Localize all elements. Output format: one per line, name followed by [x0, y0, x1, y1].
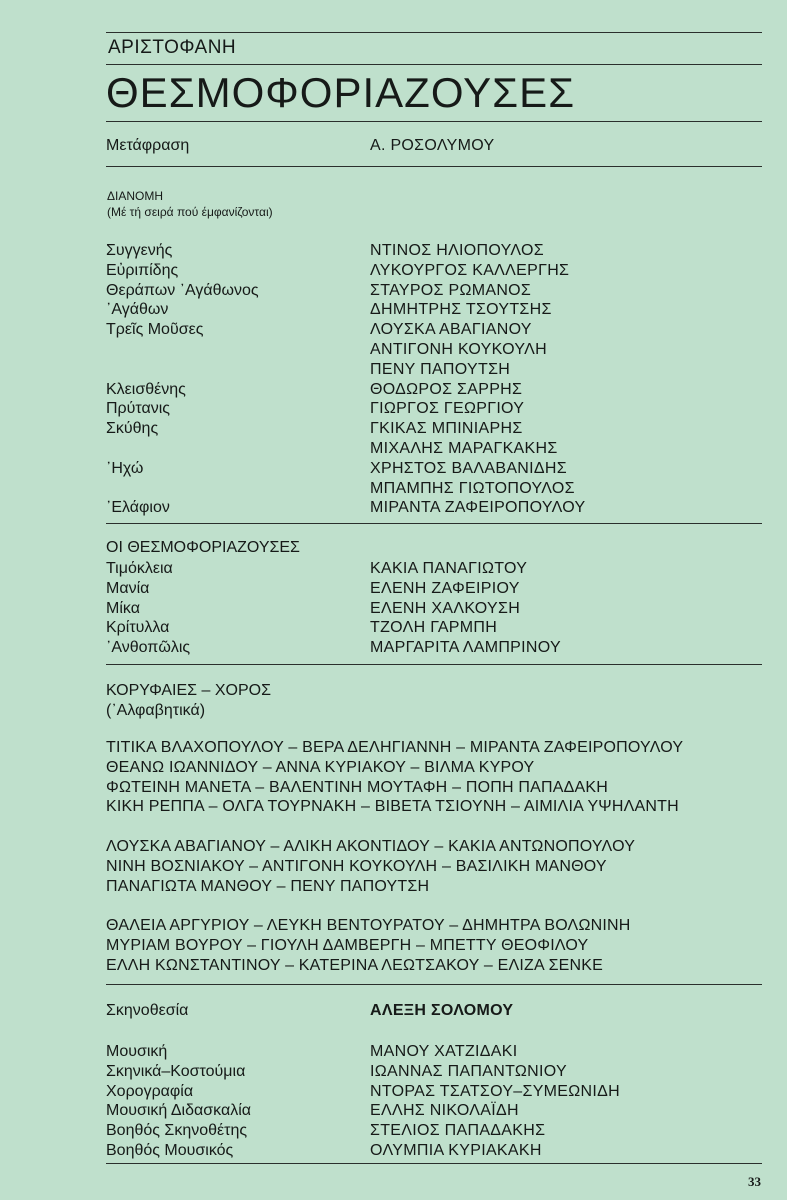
- chorus-line: ΕΛΛΗ ΚΩΝΣΤΑΝΤΙΝΟΥ – ΚΑΤΕΡΙΝΑ ΛΕΩΤΣΑΚΟΥ – ΕΛΙΖΑ ΣΕΝΚΕ: [106, 957, 604, 974]
- actor-name: ΜΑΡΓΑΡΙΤΑ ΛΑΜΠΡΙΝΟΥ: [370, 639, 561, 657]
- play-title: ΘΕΣΜΟΦΟΡΙΑΖΟΥΣΕΣ: [106, 69, 576, 116]
- chorus-line: ΘΕΑΝΩ ΙΩΑΝΝΙΔΟΥ – ΑΝΝΑ ΚΥΡΙΑΚΟΥ – ΒΙΛΜΑ ΚΥΡΟΥ: [106, 759, 535, 776]
- credit-role: Βοηθός Σκηνοθέτης: [106, 1122, 248, 1140]
- actor-name: ΠΕΝΥ ΠΑΠΟΥΤΣΗ: [370, 360, 511, 378]
- credit-name: ΕΛΛΗΣ ΝΙΚΟΛΑΪΔΗ: [370, 1102, 519, 1120]
- divider: [106, 166, 762, 167]
- cast-heading-note: (Μέ τή σειρά πού έμφανίζονται): [107, 205, 273, 219]
- role-name: Τρεῖς Μοῦσες: [106, 321, 204, 339]
- actor-name: ΓΚΙΚΑΣ ΜΠΙΝΙΑΡΗΣ: [370, 420, 523, 438]
- actor-name: ΝΤΙΝΟΣ ΗΛΙΟΠΟΥΛΟΣ: [370, 242, 544, 259]
- role-name: Μανία: [106, 579, 150, 597]
- role-name: ᾿Ελάφιον: [106, 499, 170, 517]
- divider: [106, 523, 762, 524]
- actor-name: ΜΠΑΜΠΗΣ ΓΙΩΤΟΠΟΥΛΟΣ: [370, 479, 575, 497]
- chorus-note: (᾿Αλφαβητικά): [106, 702, 206, 719]
- actor-name: ΜΙΧΑΛΗΣ ΜΑΡΑΓΚΑΚΗΣ: [370, 439, 558, 457]
- actor-name: ΔΗΜΗΤΡΗΣ ΤΣΟΥΤΣΗΣ: [370, 301, 552, 319]
- actor-name: ΧΡΗΣΤΟΣ ΒΑΛΑΒΑΝΙΔΗΣ: [370, 459, 567, 477]
- chorus-line: ΦΩΤΕΙΝΗ ΜΑΝΕΤΑ – ΒΑΛΕΝΤΙΝΗ ΜΟΥΤΑΦΗ – ΠΟΠΗ ΠΑΠΑΔΑΚΗ: [106, 779, 609, 796]
- role-name: Τιμόκλεια: [106, 560, 173, 577]
- role-name: Εὐριπίδης: [106, 261, 179, 279]
- thesmo-heading: ΟΙ ΘΕΣΜΟΦΟΡΙΑΖΟΥΣΕΣ: [106, 539, 300, 556]
- cast-heading: ΔΙΑΝΟΜΗ: [107, 189, 164, 203]
- director-name: ΑΛΕΞΗ ΣΟΛΟΜΟΥ: [370, 1002, 514, 1019]
- chorus-line: ΠΑΝΑΓΙΩΤΑ ΜΑΝΘΟΥ – ΠΕΝΥ ΠΑΠΟΥΤΣΗ: [106, 878, 430, 895]
- translation-value: Α. ΡΟΣΟΛΥΜΟΥ: [370, 137, 495, 154]
- divider: [106, 32, 762, 33]
- divider: [106, 984, 762, 985]
- role-name: Θεράπων ᾿Αγάθωνος: [106, 281, 259, 299]
- divider: [106, 664, 762, 665]
- direction-label: Σκηνοθεσία: [106, 1002, 189, 1019]
- credit-role: Μουσική Διδασκαλία: [106, 1102, 251, 1120]
- chorus-line: ΚΙΚΗ ΡΕΠΠΑ – ΟΛΓΑ ΤΟΥΡΝΑΚΗ – ΒΙΒΕΤΑ ΤΣΙΟΥΝΗ – ΑΙΜΙΛΙΑ ΥΨΗΛΑΝΤΗ: [106, 798, 679, 815]
- role-name: ᾿Ηχώ: [106, 459, 144, 477]
- chorus-line: ΤΙΤΙΚΑ ΒΛΑΧΟΠΟΥΛΟΥ – ΒΕΡΑ ΔΕΛΗΓΙΑΝΝΗ – ΜΙΡΑΝΤΑ ΖΑΦΕΙΡΟΠΟΥΛΟΥ: [106, 739, 684, 756]
- role-name: ᾿Αγάθων: [106, 301, 169, 319]
- credit-role: Χορογραφία: [106, 1082, 194, 1100]
- actor-name: ΛΟΥΣΚΑ ΑΒΑΓΙΑΝΟΥ: [370, 321, 532, 339]
- chorus-line: ΘΑΛΕΙΑ ΑΡΓΥΡΙΟΥ – ΛΕΥΚΗ ΒΕΝΤΟΥΡΑΤΟΥ – ΔΗΜΗΤΡΑ ΒΟΛΩΝΙΝΗ: [106, 917, 631, 934]
- role-name: Σκύθης: [106, 420, 159, 438]
- actor-name: ΓΙΩΡΓΟΣ ΓΕΩΡΓΙΟΥ: [370, 400, 525, 418]
- chorus-line: ΝΙΝΗ ΒΟΣΝΙΑΚΟΥ – ΑΝΤΙΓΟΝΗ ΚΟΥΚΟΥΛΗ – ΒΑΣΙΛΙΚΗ ΜΑΝΘΟΥ: [106, 858, 607, 875]
- actor-name: ΤΖΟΛΗ ΓΑΡΜΠΗ: [370, 619, 498, 637]
- credit-name: ΣΤΕΛΙΟΣ ΠΑΠΑΔΑΚΗΣ: [370, 1122, 546, 1140]
- actor-name: ΣΤΑΥΡΟΣ ΡΩΜΑΝΟΣ: [370, 281, 532, 299]
- credit-name: ΜΑΝΟΥ ΧΑΤΖΙΔΑΚΙ: [370, 1043, 518, 1060]
- role-name: Συγγενής: [106, 242, 173, 259]
- divider: [106, 121, 762, 122]
- role-name: Μίκα: [106, 599, 140, 617]
- actor-name: ΕΛΕΝΗ ΖΑΦΕΙΡΙΟΥ: [370, 579, 520, 597]
- credit-role: Βοηθός Μουσικός: [106, 1141, 234, 1159]
- chorus-line: ΛΟΥΣΚΑ ΑΒΑΓΙΑΝΟΥ – ΑΛΙΚΗ ΑΚΟΝΤΙΔΟΥ – ΚΑΚΙΑ ΑΝΤΩΝΟΠΟΥΛΟΥ: [106, 838, 636, 855]
- role-name: Κλεισθένης: [106, 380, 186, 398]
- role-name: ᾿Ανθοπῶλις: [106, 639, 191, 657]
- credit-name: ΝΤΟΡΑΣ ΤΣΑΤΣΟΥ–ΣΥΜΕΩΝΙΔΗ: [370, 1082, 620, 1100]
- chorus-line: ΜΥΡΙΑΜ ΒΟΥΡΟΥ – ΓΙΟΥΛΗ ΔΑΜΒΕΡΓΗ – ΜΠΕΤΤΥ ΘΕΟΦΙΛΟΥ: [106, 937, 589, 954]
- divider: [106, 64, 762, 65]
- actor-name: ΚΑΚΙΑ ΠΑΝΑΓΙΩΤΟΥ: [370, 560, 528, 577]
- divider: [106, 1163, 762, 1164]
- actor-name: ΛΥΚΟΥΡΓΟΣ ΚΑΛΛΕΡΓΗΣ: [370, 261, 570, 279]
- translation-label: Μετάφραση: [106, 137, 190, 154]
- chorus-heading: ΚΟΡΥΦΑΙΕΣ – ΧΟΡΟΣ: [106, 682, 271, 699]
- credit-role: Μουσική: [106, 1043, 168, 1060]
- credit-name: ΙΩΑΝΝΑΣ ΠΑΠΑΝΤΩΝΙΟΥ: [370, 1062, 567, 1080]
- page-number: 33: [748, 1174, 761, 1189]
- author-name: ΑΡΙΣΤΟΦΑΝΗ: [108, 37, 237, 58]
- credit-role: Σκηνικά–Κοστούμια: [106, 1062, 246, 1080]
- role-name: Κρίτυλλα: [106, 619, 170, 637]
- role-name: Πρύτανις: [106, 400, 171, 418]
- credit-name: ΟΛΥΜΠΙΑ ΚΥΡΙΑΚΑΚΗ: [370, 1141, 542, 1159]
- actor-name: ΜΙΡΑΝΤΑ ΖΑΦΕΙΡΟΠΟΥΛΟΥ: [370, 499, 586, 517]
- actor-name: ΑΝΤΙΓΟΝΗ ΚΟΥΚΟΥΛΗ: [370, 340, 547, 358]
- actor-name: ΘΟΔΩΡΟΣ ΣΑΡΡΗΣ: [370, 380, 523, 398]
- actor-name: ΕΛΕΝΗ ΧΑΛΚΟΥΣΗ: [370, 599, 521, 617]
